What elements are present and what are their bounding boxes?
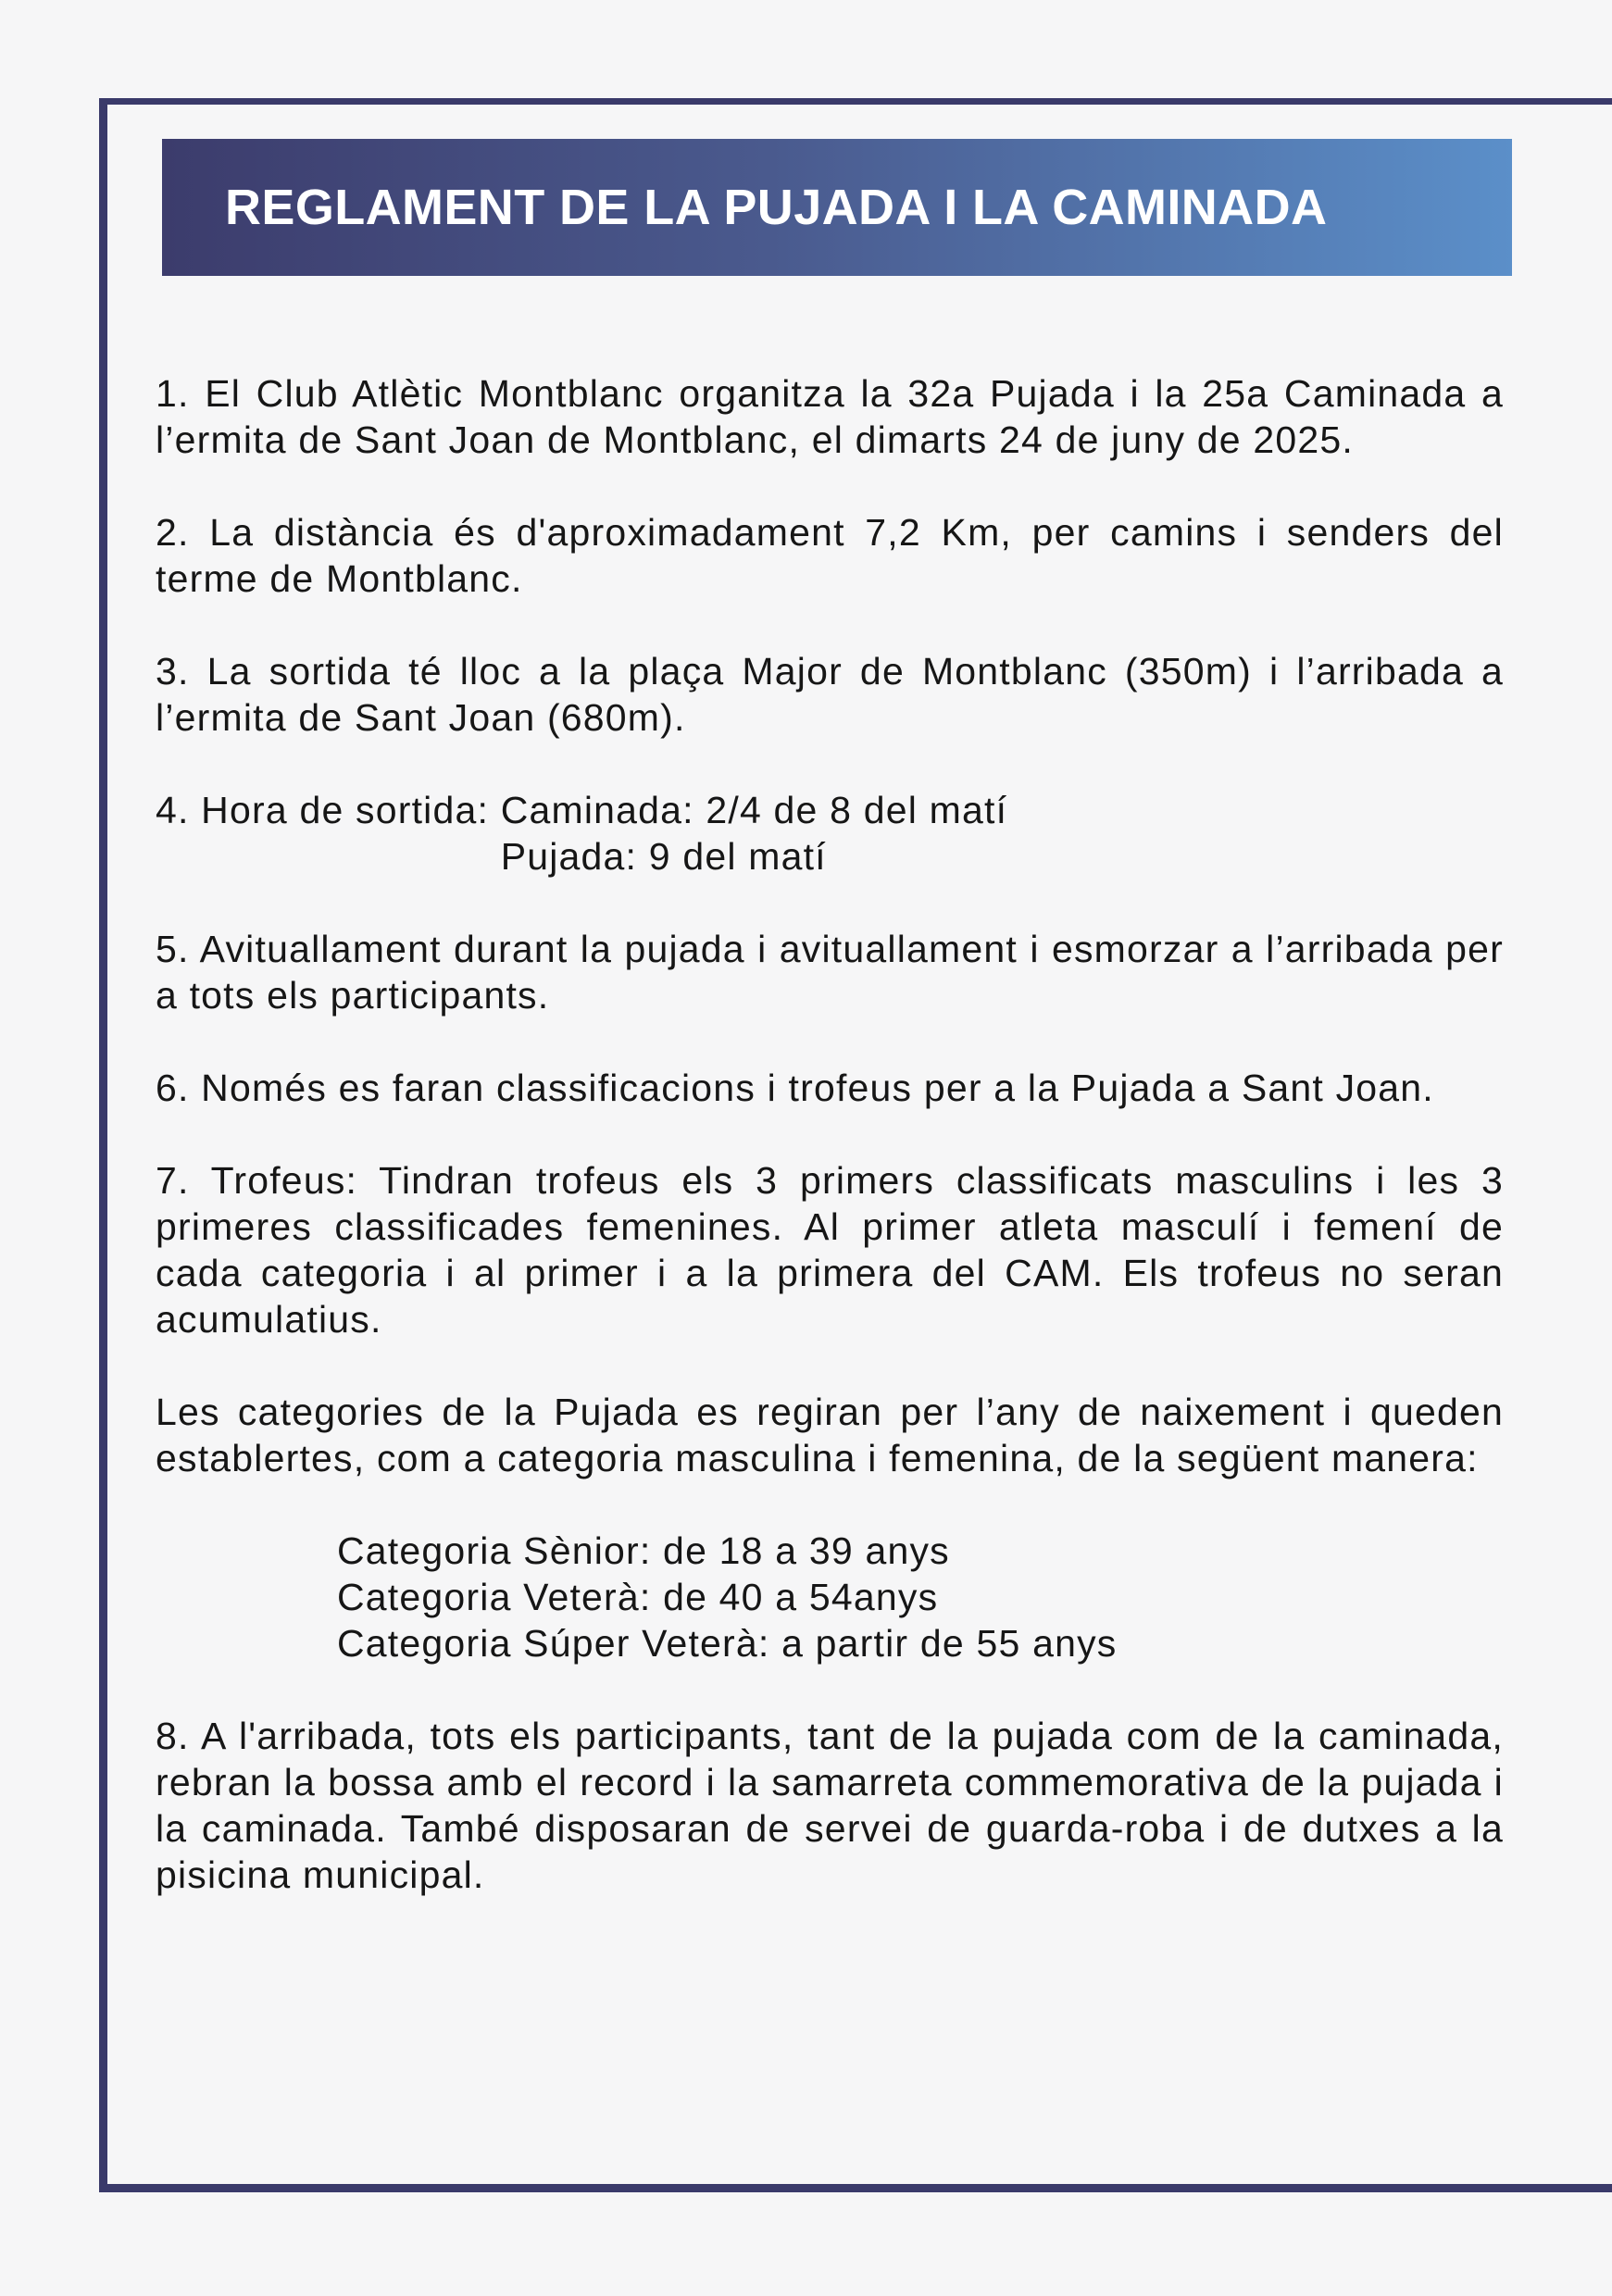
rule-3: 3. La sortida té lloc a la plaça Major de Montblanc (350m) i l’arribada a l’ermita de Sant Joan (680m).: [156, 650, 1504, 739]
categories-intro: Les categories de la Pujada es regiran per l’any de naixement i queden establertes, com a categoria masculina i femenina, de la següent manera:: [156, 1391, 1504, 1479]
categories-list: [337, 1528, 1504, 1666]
start-time-caminada: Caminada: 2/4 de 8 del matí: [500, 789, 1008, 831]
rule-7: 7. Trofeus: Tindran trofeus els 3 primers classificats masculins i les 3 primeres classificades femenines. Al primer atleta masculí i femení de cada categoria i al primer i a la primera del CAM. Els trofeus no seran acumulatius.: [156, 1159, 1504, 1341]
start-times-list: [501, 787, 1007, 880]
rule-6: 6. Només es faran classificacions i trofeus per a la Pujada a Sant Joan.: [156, 1067, 1434, 1109]
category-vetera: Categoria Veterà: de 40 a 54anys: [337, 1576, 939, 1618]
rule-4-label: 4. Hora de sortida:: [156, 789, 501, 831]
rules-body: [156, 370, 1504, 1898]
page-title: REGLAMENT DE LA PUJADA I LA CAMINADA: [225, 180, 1328, 235]
rule-8: 8. A l'arribada, tots els participants, tant de la pujada com de la caminada, rebran la bossa amb el record i la samarreta commemorativa de la pujada i la caminada. També disposaran de servei de guarda-roba i de dutxes a la pisicina municipal.: [156, 1715, 1504, 1896]
category-senior: Categoria Sènior: de 18 a 39 anys: [337, 1529, 950, 1572]
rule-1: 1. El Club Atlètic Montblanc organitza la 32a Pujada i la 25a Caminada a l’ermita de Sant Joan de Montblanc, el dimarts 24 de juny de 2025.: [156, 372, 1504, 461]
rule-2: 2. La distància és d'aproximadament 7,2 Km, per camins i senders del terme de Montblanc.: [156, 511, 1504, 600]
start-time-pujada: Pujada: 9 del matí: [500, 835, 827, 878]
rule-4-start-times: [156, 787, 1504, 880]
rule-5: 5. Avituallament durant la pujada i avituallament i esmorzar a l’arribada per a tots els participants.: [156, 928, 1504, 1017]
title-banner: [162, 139, 1512, 276]
category-super-vetera: Categoria Súper Veterà: a partir de 55 anys: [337, 1622, 1118, 1665]
